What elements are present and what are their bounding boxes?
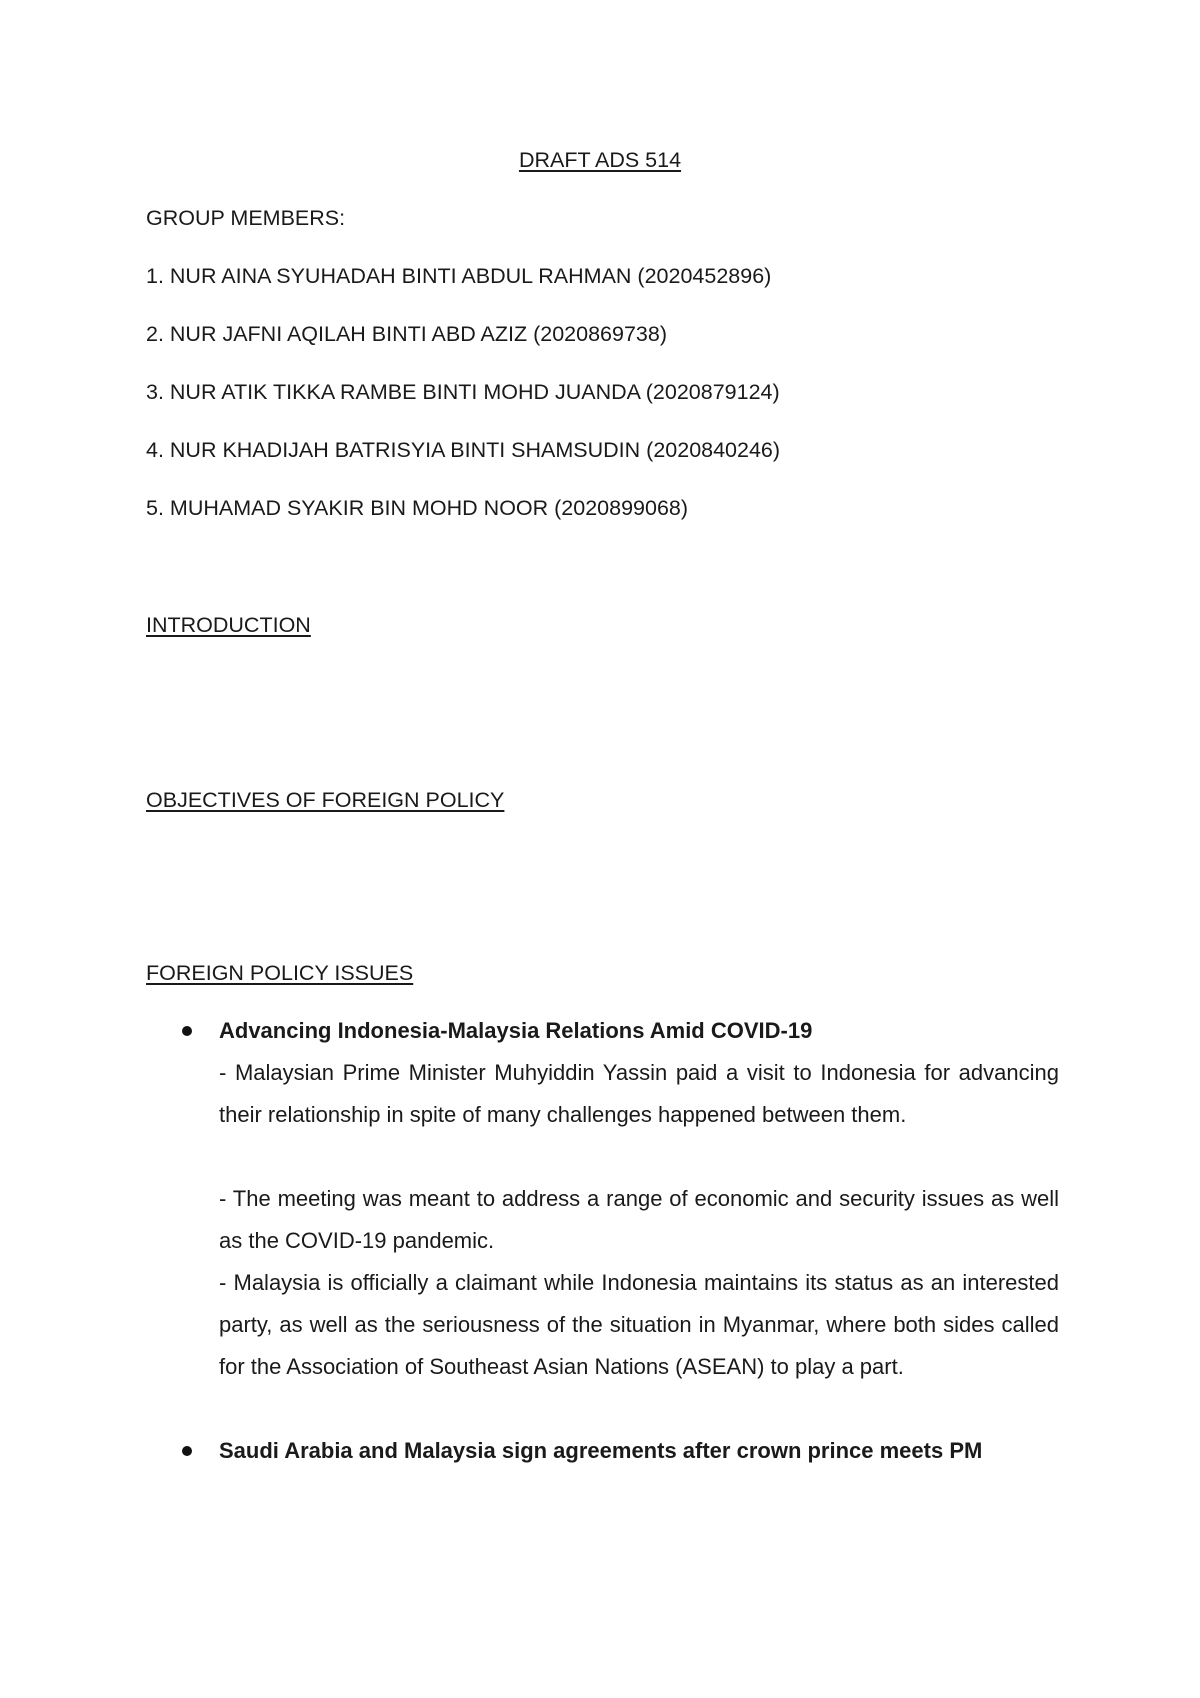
bullet-dot-icon (182, 1446, 192, 1456)
member-2: 2. NUR JAFNI AQILAH BINTI ABD AZIZ (2020869738) (146, 322, 667, 346)
member-3: 3. NUR ATIK TIKKA RAMBE BINTI MOHD JUANDA (2020879124) (146, 380, 780, 404)
member-1: 1. NUR AINA SYUHADAH BINTI ABDUL RAHMAN (2020452896) (146, 264, 772, 288)
issue-1-point-3: - Malaysia is officially a claimant while Indonesia maintains its status as an interested party, as well as the seriousness of the situation in Myanmar, where both sides called for the Association of Southeast Asian Nations (ASEAN) to play a part. (219, 1270, 1059, 1379)
document-title: DRAFT ADS 514 (518, 148, 682, 172)
member-5: 5. MUHAMAD SYAKIR BIN MOHD NOOR (2020899068) (146, 496, 689, 520)
member-4: 4. NUR KHADIJAH BATRISYIA BINTI SHAMSUDIN (2020840246) (146, 438, 781, 462)
issue-2-title: Saudi Arabia and Malaysia sign agreements after crown prince meets PM (219, 1438, 983, 1463)
introduction-heading: INTRODUCTION (146, 613, 311, 637)
group-members-label: GROUP MEMBERS: (146, 206, 346, 230)
issues-heading: FOREIGN POLICY ISSUES (146, 961, 414, 985)
issue-1-point-1: - Malaysian Prime Minister Muhyiddin Yassin paid a visit to Indonesia for advancing their relationship in spite of many challenges happened between them. (219, 1060, 1059, 1127)
issue-1-title: Advancing Indonesia-Malaysia Relations Amid COVID-19 (219, 1018, 813, 1043)
objectives-heading: OBJECTIVES OF FOREIGN POLICY (146, 788, 505, 812)
issue-1-point-2: - The meeting was meant to address a range of economic and security issues as well as the COVID-19 pandemic. (219, 1186, 1059, 1253)
bullet-dot-icon (182, 1026, 192, 1036)
